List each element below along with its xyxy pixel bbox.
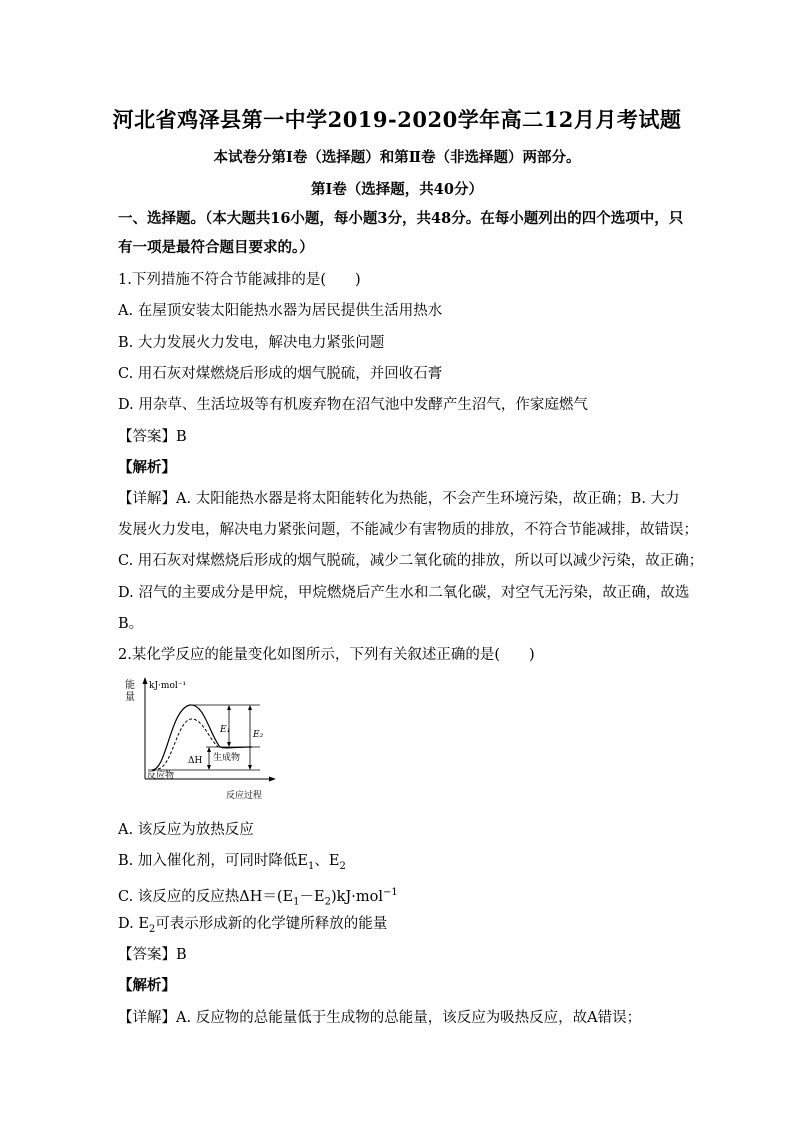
question-1-option-c: C. 用石灰对煤燃烧后形成的烟气脱硫，并回收石膏	[118, 366, 443, 382]
question-1-stem: 1.下列措施不符合节能减排的是( )	[118, 272, 361, 288]
question-1-option-d: D. 用杂草、生活垃圾等有机废弃物在沼气池中发酵产生沼气，作家庭燃气	[118, 397, 588, 413]
y-axis-label-2: 量	[125, 692, 135, 703]
question-2-detail: 【详解】A. 反应物的总能量低于生成物的总能量，该反应为吸热反应，故A错误；	[118, 1010, 642, 1026]
question-1-analysis-label: 【解析】	[118, 459, 176, 476]
y-axis-label-1: 能	[125, 680, 135, 691]
question-2-answer: 【答案】B	[118, 947, 187, 963]
paper-structure-note: 本试卷分第Ⅰ卷（选择题）和第Ⅱ卷（非选择题）两部分。	[213, 149, 581, 166]
question-1-answer: 【答案】B	[118, 429, 187, 445]
reactant-label: 反应物	[147, 771, 175, 781]
question-2-option-b: B. 加入催化剂，可同时降低$E_1$、$E_2$	[118, 853, 346, 872]
instructions-line-2: 有一项是最符合题目要求的。）	[118, 239, 314, 256]
question-2-option-d: D. $E_2$可表示形成新的化学键所释放的能量	[118, 916, 388, 935]
y-axis-unit: kJ·mol⁻¹	[149, 681, 187, 691]
e1-label: E₁	[220, 725, 231, 735]
energy-diagram	[122, 675, 282, 805]
question-1-detail-line-5: B。	[118, 616, 144, 632]
question-1-option-b: B. 大力发展火力发电，解决电力紧张问题	[118, 335, 385, 351]
product-label: 生成物	[213, 753, 241, 763]
question-1-detail-line-1: 【详解】A. 太阳能热水器是将太阳能转化为热能，不会产生环境污染，故正确；B. 大力	[118, 491, 680, 507]
y-axis-arrow	[143, 677, 148, 684]
e2-label: E₂	[253, 730, 264, 740]
question-2-option-a: A. 该反应为放热反应	[118, 822, 254, 838]
x-axis-arrow	[269, 777, 276, 782]
delta-h-label: ΔH	[188, 756, 203, 766]
question-1-detail-line-4: D. 沼气的主要成分是甲烷，甲烷燃烧后产生水和二氧化碳，对空气无污染，故正确，故选	[118, 585, 690, 601]
question-2-option-c: C. 该反应的反应热$\Delta H=(E_1-E_2)kJ\cdot mol^{-1}$	[118, 887, 398, 908]
x-axis-label: 反应过程	[226, 791, 263, 801]
page-title: 河北省鸡泽县第一中学2019-2020学年高二12月月考试题	[112, 107, 682, 132]
question-1-option-a: A. 在屋顶安装太阳能热水器为居民提供生活用热水	[118, 303, 443, 319]
question-1-detail-line-3: C. 用石灰对煤燃烧后形成的烟气脱硫，减少二氧化硫的排放，所以可以减少污染，故正确；	[118, 553, 704, 569]
question-1-detail-line-2: 发展火力发电，解决电力紧张问题，不能减少有害物质的排放，不符合节能减排，故错误；	[118, 522, 698, 538]
question-2-analysis-label: 【解析】	[118, 977, 176, 994]
section-heading: 第Ⅰ卷（选择题，共40分）	[311, 181, 483, 198]
question-2-stem: 2.某化学反应的能量变化如图所示，下列有关叙述正确的是( )	[118, 647, 535, 663]
instructions-line-1: 一、选择题。（本大题共16小题，每小题3分，共48分。在每小题列出的四个选项中，只	[118, 210, 684, 227]
